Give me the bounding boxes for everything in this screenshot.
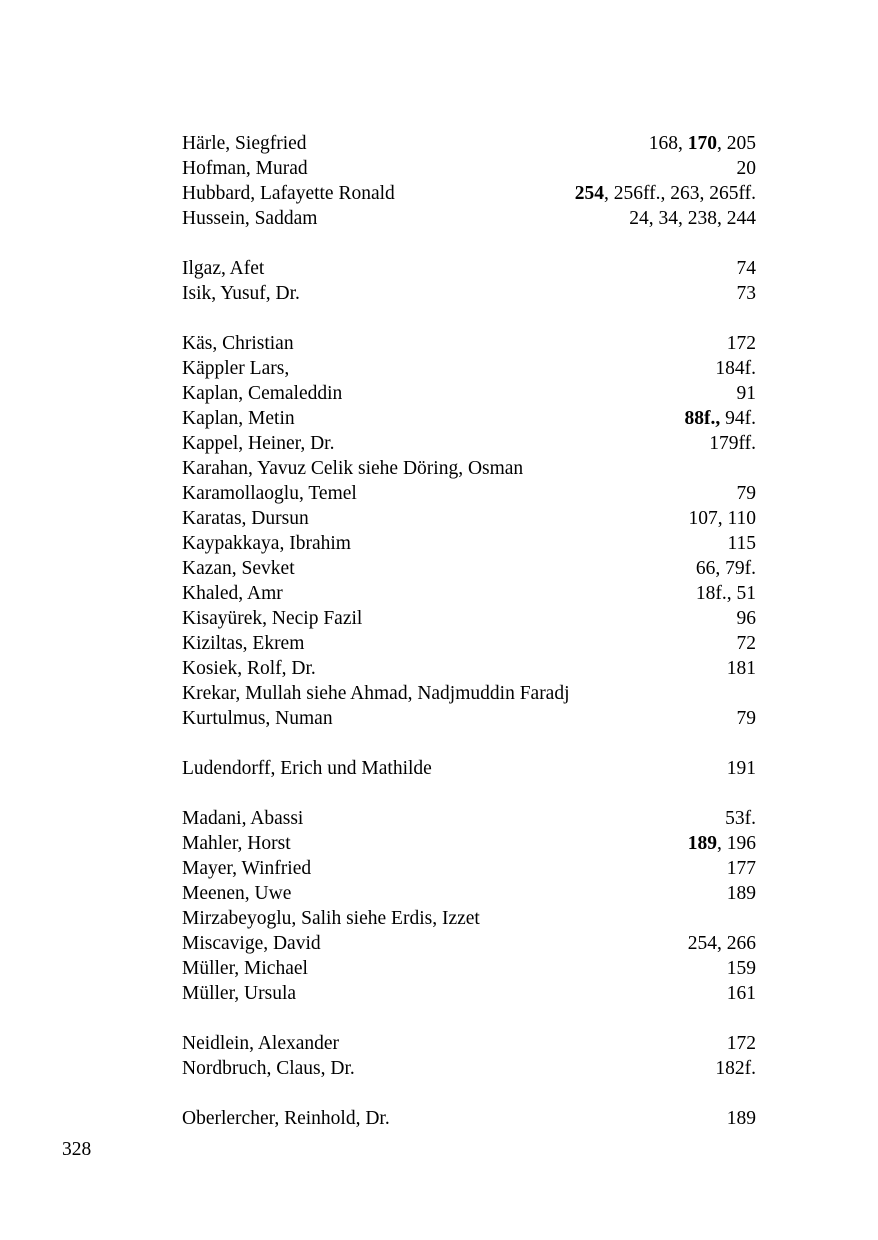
index-entry-name: Müller, Ursula [182,983,297,1004]
index-entry [182,1056,756,1081]
index-entry-name: Hussein, Saddam [182,208,318,229]
page-ref: 161 [726,983,756,1004]
index-entry-pages [696,581,756,606]
index-entry-name: Kisayürek, Necip Fazil [182,608,363,629]
index-entry-name: Käppler Lars, [182,358,290,379]
index-entry-name: Ludendorff, Erich und Mathilde [182,758,432,779]
page-ref-primary: 170 [687,133,717,154]
page-number: 328 [62,1139,92,1160]
index-entry [182,881,756,906]
index-entry-name: Oberlercher, Reinhold, Dr. [182,1108,390,1129]
index-entry [182,556,756,581]
page-ref: , 196 [717,833,756,854]
index-entry-name: Müller, Michael [182,958,308,979]
page-ref: 159 [726,958,756,979]
index-entry [182,981,756,1006]
index-entry [182,581,756,606]
index-entry-pages [727,756,756,781]
index-entry-pages [737,281,757,306]
index-entry-name: Kappel, Heiner, Dr. [182,433,335,454]
index-entry-pages [737,256,757,281]
page-ref: 115 [727,533,756,554]
index-entry-name: Hubbard, Lafayette Ronald [182,183,395,204]
page-ref: 96 [736,608,756,629]
index-entry-name: Karahan, Yavuz Celik siehe Döring, Osman [182,458,524,479]
index-entry [182,281,756,306]
index-group-separator [182,231,756,256]
index-entry-name: Kiziltas, Ekrem [182,633,305,654]
page-ref: 179ff. [709,433,756,454]
index-entry [182,956,756,981]
index-entry-name: Ilgaz, Afet [182,258,265,279]
index-group-separator [182,731,756,756]
page-ref: 189 [726,883,756,904]
index-entry-name: Kaypakkaya, Ibrahim [182,533,351,554]
page-ref: 20 [736,158,756,179]
index-entry [182,756,756,781]
index-group-k [182,331,756,731]
index-entry-pages [737,156,757,181]
index-entry-pages [696,556,756,581]
index-entry-name: Mirzabeyoglu, Salih siehe Erdis, Izzet [182,908,480,929]
index-entry [182,506,756,531]
page-ref: 172 [726,1033,756,1054]
page-ref: 184f. [715,358,756,379]
index-group-h [182,131,756,231]
page-ref: 191 [726,758,756,779]
page-ref: 72 [736,633,756,654]
index-entry-name: Meenen, Uwe [182,883,292,904]
index-entry-pages [737,481,757,506]
index-entry [182,531,756,556]
index-entry [182,856,756,881]
index-group-n [182,1031,756,1081]
index-entry-pages [727,1031,756,1056]
index-entry [182,406,756,431]
index-entry-list [182,131,756,1131]
page-ref: 79 [736,483,756,504]
page-ref: 66, 79f. [695,558,756,579]
index-entry-name: Khaled, Amr [182,583,283,604]
index-entry-pages [725,806,756,831]
index-entry [182,1106,756,1131]
index-entry [182,1031,756,1056]
index-entry [182,131,756,156]
page-ref: 177 [726,858,756,879]
index-entry-pages [688,831,756,856]
index-entry-name: Kurtulmus, Numan [182,708,333,729]
index-entry [182,681,756,706]
index-entry-pages [727,856,756,881]
index-entry [182,331,756,356]
index-entry [182,156,756,181]
index-entry-name: Kaplan, Metin [182,408,295,429]
index-entry-pages [727,981,756,1006]
index-entry-pages [737,606,757,631]
index-entry-name: Kaplan, Cemaleddin [182,383,343,404]
index-entry [182,481,756,506]
index-entry [182,431,756,456]
index-group-l [182,756,756,781]
index-entry [182,831,756,856]
index-entry [182,906,756,931]
index-entry [182,456,756,481]
index-entry-name: Hofman, Murad [182,158,308,179]
page-ref: 79 [736,708,756,729]
page-ref: 24, 34, 238, 244 [629,208,756,229]
index-group-separator [182,1081,756,1106]
index-entry-pages [727,956,756,981]
page-ref-primary: 88f., [684,408,721,429]
page-ref: , 205 [717,133,756,154]
index-entry [182,656,756,681]
index-group-m [182,806,756,1006]
index-entry-pages [575,181,756,206]
index-entry-pages [649,131,756,156]
index-entry [182,706,756,731]
index-entry-name: Käs, Christian [182,333,294,354]
index-entry [182,256,756,281]
index-entry-pages [727,656,756,681]
index-entry-pages [709,431,756,456]
index-entry-pages [715,1056,756,1081]
page-ref-primary: 254 [574,183,604,204]
index-entry [182,181,756,206]
page-ref: 73 [736,283,756,304]
page-ref: 107, 110 [688,508,756,529]
index-entry [182,806,756,831]
index-entry-name: Mahler, Horst [182,833,291,854]
index-group-separator [182,781,756,806]
index-entry-name: Kazan, Sevket [182,558,295,579]
index-entry-name: Miscavige, David [182,933,321,954]
index-entry [182,206,756,231]
page-ref: , 256ff., 263, 265ff. [603,183,756,204]
index-entry [182,631,756,656]
index-entry-pages [727,1106,756,1131]
index-entry-name: Neidlein, Alexander [182,1033,340,1054]
index-group-separator [182,306,756,331]
index-entry-name: Isik, Yusuf, Dr. [182,283,300,304]
page-ref: 74 [736,258,756,279]
index-entry [182,381,756,406]
index-entry-pages [688,506,756,531]
page-ref: 91 [736,383,756,404]
index-group-i [182,256,756,306]
index-group-o [182,1106,756,1131]
index-entry-pages [737,631,757,656]
index-entry-pages [727,331,756,356]
page-ref: 53f. [725,808,756,829]
index-entry [182,606,756,631]
page-ref: 18f., 51 [695,583,756,604]
index-entry-pages [688,931,756,956]
index-entry-name: Krekar, Mullah siehe Ahmad, Nadjmuddin Faradj [182,683,570,704]
index-entry-pages [737,381,757,406]
page-ref: 181 [726,658,756,679]
index-entry-name: Madani, Abassi [182,808,304,829]
index-entry-name: Kosiek, Rolf, Dr. [182,658,316,679]
page-ref: 94f. [720,408,756,429]
index-entry-name: Mayer, Winfried [182,858,312,879]
page-ref: 189 [726,1108,756,1129]
index-entry-pages [727,531,756,556]
index-entry-pages [715,356,756,381]
index-entry-name: Karatas, Dursun [182,508,309,529]
index-entry-pages [727,881,756,906]
index-entry [182,356,756,381]
page-ref-primary: 189 [687,833,717,854]
index-group-separator [182,1006,756,1031]
index-entry-pages [737,706,757,731]
page-ref: 254, 266 [687,933,756,954]
index-entry-pages [629,206,756,231]
index-entry-name: Karamollaoglu, Temel [182,483,357,504]
index-entry-name: Nordbruch, Claus, Dr. [182,1058,355,1079]
page-ref: 172 [726,333,756,354]
index-entry [182,931,756,956]
index-entry-pages [685,406,757,431]
index-entry-name: Härle, Siegfried [182,133,307,154]
page-ref: 168, [648,133,688,154]
page-ref: 182f. [715,1058,756,1079]
